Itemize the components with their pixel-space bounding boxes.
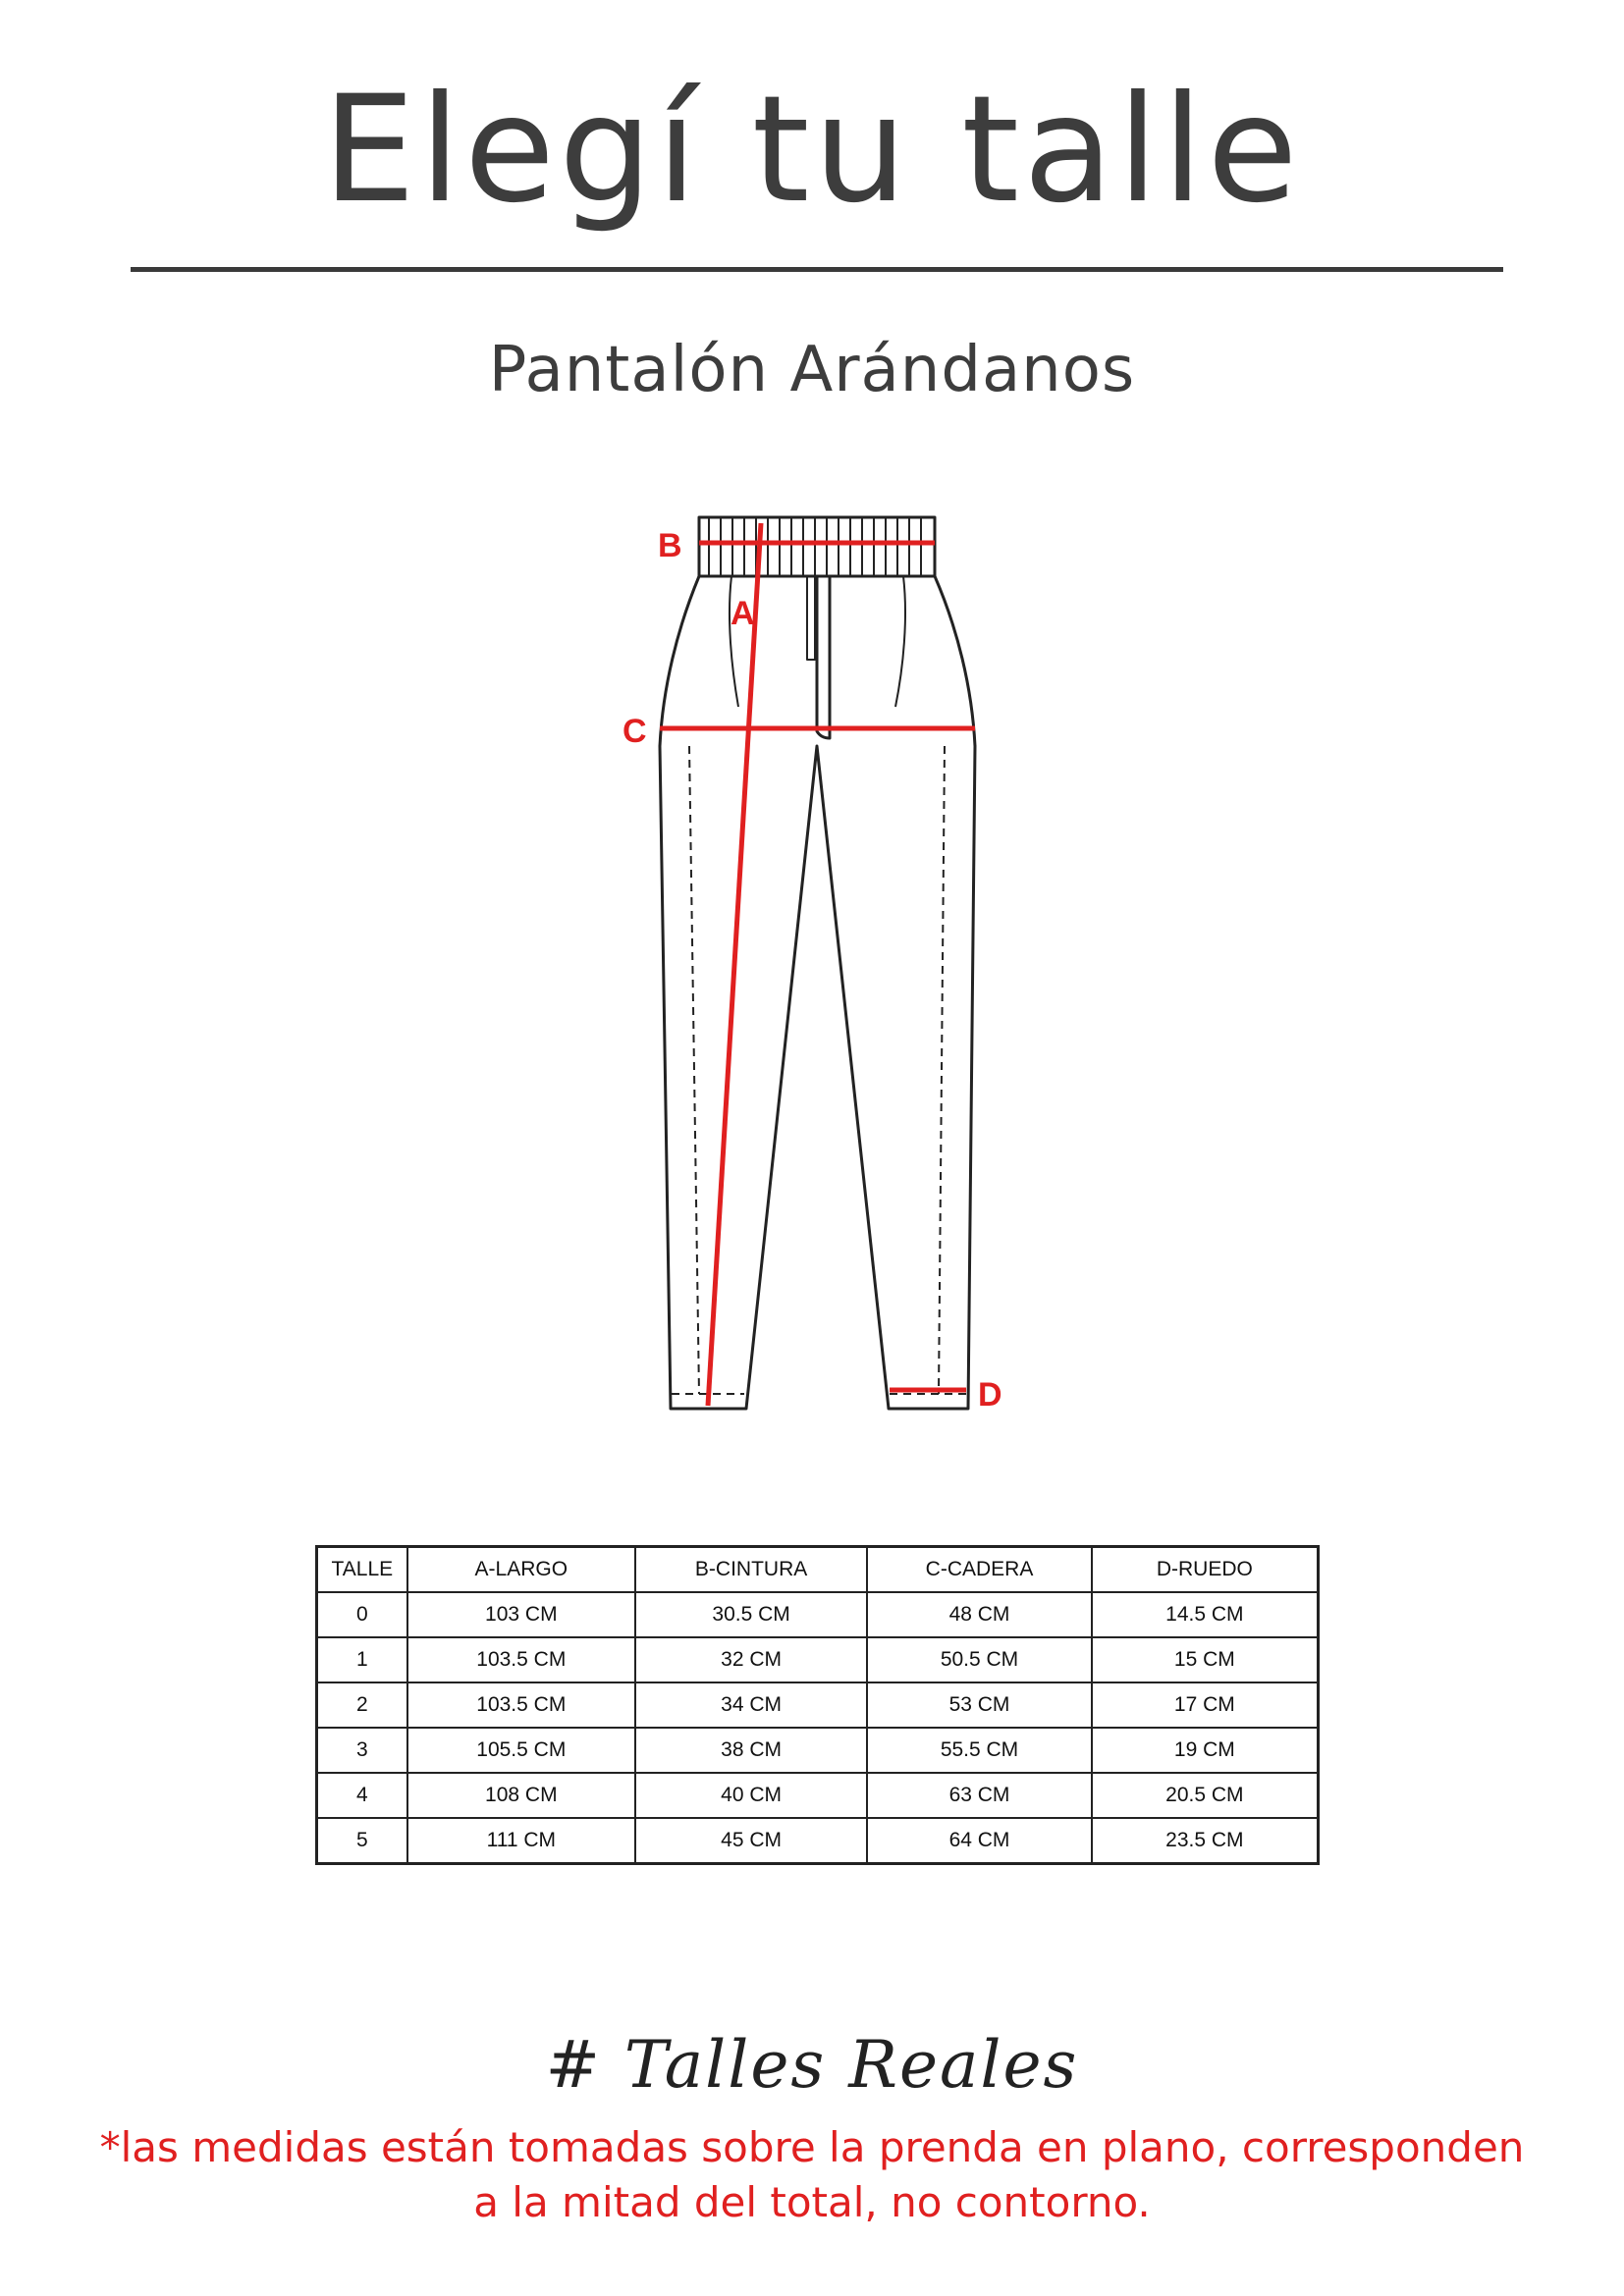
cell-ruedo: 17 CM xyxy=(1092,1682,1319,1728)
cell-talle: 3 xyxy=(317,1728,407,1773)
header-ruedo: D-RUEDO xyxy=(1092,1547,1319,1593)
cell-largo: 108 CM xyxy=(407,1773,635,1818)
measure-a-line xyxy=(708,523,761,1406)
cell-cintura: 32 CM xyxy=(635,1637,867,1682)
cell-talle: 0 xyxy=(317,1592,407,1637)
header-talle: TALLE xyxy=(317,1547,407,1593)
product-name: Pantalón Arándanos xyxy=(488,334,1136,406)
label-a: A xyxy=(731,595,755,632)
cell-talle: 5 xyxy=(317,1818,407,1864)
size-table xyxy=(315,1545,1320,1865)
header-cintura: B-CINTURA xyxy=(635,1547,867,1593)
size-table-container xyxy=(315,1545,1320,1865)
cell-cintura: 45 CM xyxy=(635,1818,867,1864)
table-row xyxy=(317,1773,1319,1818)
table-row xyxy=(317,1728,1319,1773)
header-cadera: C-CADERA xyxy=(867,1547,1091,1593)
cell-ruedo: 19 CM xyxy=(1092,1728,1319,1773)
cell-cadera: 55.5 CM xyxy=(867,1728,1091,1773)
cell-talle: 4 xyxy=(317,1773,407,1818)
cell-cintura: 38 CM xyxy=(635,1728,867,1773)
cell-cadera: 64 CM xyxy=(867,1818,1091,1864)
header-largo: A-LARGO xyxy=(407,1547,635,1593)
table-row xyxy=(317,1592,1319,1637)
cell-talle: 1 xyxy=(317,1637,407,1682)
cell-largo: 111 CM xyxy=(407,1818,635,1864)
measurement-note: *las medidas están tomadas sobre la prenda en plano, corresponden a la mitad del total, no contorno. xyxy=(99,2123,1525,2226)
label-b: B xyxy=(658,527,682,564)
cell-ruedo: 14.5 CM xyxy=(1092,1592,1319,1637)
cell-largo: 103.5 CM xyxy=(407,1637,635,1682)
cell-ruedo: 20.5 CM xyxy=(1092,1773,1319,1818)
cell-largo: 103.5 CM xyxy=(407,1682,635,1728)
cell-cadera: 53 CM xyxy=(867,1682,1091,1728)
cell-cintura: 30.5 CM xyxy=(635,1592,867,1637)
label-d: D xyxy=(978,1376,1002,1414)
waistband xyxy=(699,517,935,576)
table-row xyxy=(317,1818,1319,1864)
cell-largo: 103 CM xyxy=(407,1592,635,1637)
table-row xyxy=(317,1637,1319,1682)
page-title: Elegí tu talle xyxy=(322,65,1302,236)
cell-largo: 105.5 CM xyxy=(407,1728,635,1773)
cell-talle: 2 xyxy=(317,1682,407,1728)
table-header-row xyxy=(317,1547,1319,1593)
cell-cintura: 34 CM xyxy=(635,1682,867,1728)
cell-cadera: 63 CM xyxy=(867,1773,1091,1818)
cell-ruedo: 15 CM xyxy=(1092,1637,1319,1682)
brand-hashtag: # Talles Reales xyxy=(545,2027,1079,2103)
label-c: C xyxy=(623,713,647,750)
cell-cadera: 48 CM xyxy=(867,1592,1091,1637)
cell-cintura: 40 CM xyxy=(635,1773,867,1818)
cell-ruedo: 23.5 CM xyxy=(1092,1818,1319,1864)
cell-cadera: 50.5 CM xyxy=(867,1637,1091,1682)
table-row xyxy=(317,1682,1319,1728)
